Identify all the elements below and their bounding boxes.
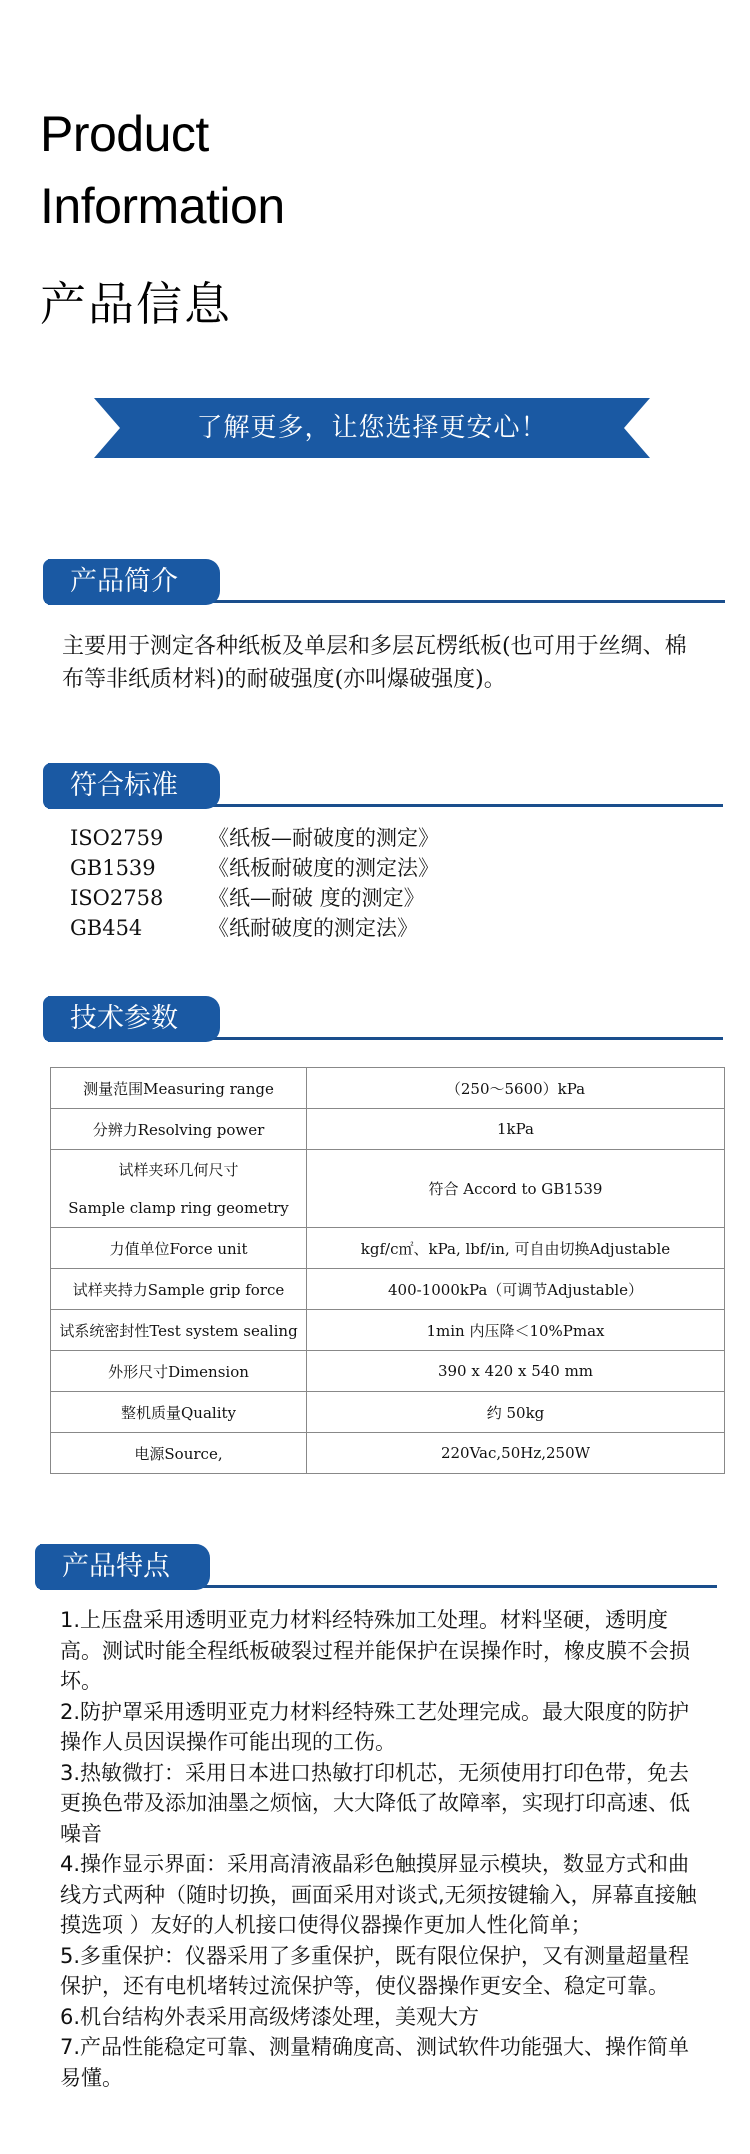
- param-key: 测量范围Measuring range: [51, 1068, 307, 1109]
- banner-text: 了解更多，让您选择更安心！: [196, 413, 548, 443]
- param-key: 外形尺寸Dimension: [51, 1351, 307, 1392]
- section-heading-features: 产品特点: [40, 1544, 210, 1590]
- page-title-line1: Product: [40, 106, 209, 162]
- param-key: 电源Source,: [51, 1433, 307, 1474]
- feature-item: 7.产品性能稳定可靠、测量精确度高、测试软件功能强大、操作简单易懂。: [60, 2035, 690, 2090]
- feature-item: 3.热敏微打：采用日本进口热敏打印机芯，无须使用打印色带，免去更换色带及添加油墨之烦恼，大大降低了故障率，实现打印高速、低噪音: [60, 1760, 690, 1846]
- section-heading-intro: 产品简介: [48, 559, 220, 605]
- table-row: [51, 1228, 725, 1269]
- param-value: 1kPa: [307, 1109, 725, 1150]
- section-heading-standards: 符合标准: [48, 763, 220, 809]
- feature-item: 2.防护罩采用透明亚克力材料经特殊工艺处理完成。最大限度的防护操作人员因误操作可能出现的工伤。: [60, 1699, 690, 1754]
- param-key-line: 试样夹环几何尺寸: [118, 1160, 239, 1179]
- standard-code: ISO2759: [70, 826, 164, 850]
- param-value: kgf/c㎡、kPa, lbf/in, 可自由切换Adjustable: [307, 1228, 725, 1269]
- page-title-cn: 产品信息: [40, 277, 232, 331]
- params-table: [50, 1067, 725, 1474]
- feature-item: 5.多重保护：仪器采用了多重保护，既有限位保护，又有测量超量程保护，还有电机堵转过流保护等，使仪器操作更安全、稳定可靠。: [60, 1943, 690, 1998]
- param-value: 400-1000kPa（可调节Adjustable）: [307, 1269, 725, 1310]
- standard-name: 《纸板—耐破度的测定》: [208, 826, 439, 850]
- param-key: 整机质量Quality: [51, 1392, 307, 1433]
- section-heading-params: 技术参数: [48, 996, 220, 1042]
- standard-code: GB1539: [70, 856, 156, 880]
- table-row: [51, 1310, 725, 1351]
- param-key-line: Sample clamp ring geometry: [68, 1198, 289, 1217]
- param-value: 符合 Accord to GB1539: [307, 1150, 725, 1228]
- table-row: [51, 1150, 725, 1228]
- param-value: 220Vac,50Hz,250W: [307, 1433, 725, 1474]
- param-key: 试系统密封性Test system sealing: [51, 1310, 307, 1351]
- standard-code: ISO2758: [70, 886, 164, 910]
- feature-item: 1.上压盘采用透明亚克力材料经特殊加工处理。材料坚硬，透明度高。测试时能全程纸板破裂过程并能保护在误操作时，橡皮膜不会损坏。: [60, 1608, 690, 1693]
- standard-name: 《纸—耐破 度的测定》: [208, 886, 425, 910]
- standard-name: 《纸耐破度的测定法》: [208, 916, 418, 940]
- table-row: [51, 1068, 725, 1109]
- table-row: [51, 1433, 725, 1474]
- table-row: [51, 1392, 725, 1433]
- param-key: [51, 1150, 307, 1228]
- page-title-line2: Information: [40, 178, 285, 234]
- features-list: [60, 1605, 700, 2093]
- standard-name: 《纸板耐破度的测定法》: [208, 856, 439, 880]
- table-row: [51, 1269, 725, 1310]
- param-value: （250～5600）kPa: [307, 1068, 725, 1109]
- param-value: 390 x 420 x 540 mm: [307, 1351, 725, 1392]
- feature-item: 6.机台结构外表采用高级烤漆处理，美观大方: [60, 2004, 480, 2029]
- param-key: 力值单位Force unit: [51, 1228, 307, 1269]
- table-row: [51, 1351, 725, 1392]
- standard-code: GB454: [70, 916, 143, 940]
- param-value: 约 50kg: [307, 1392, 725, 1433]
- param-key: 分辨力Resolving power: [51, 1109, 307, 1150]
- table-row: [51, 1109, 725, 1150]
- feature-item: 4.操作显示界面：采用高清液晶彩色触摸屏显示模块，数显方式和曲线方式两种（随时切换，画面采用对谈式,无须按键输入，屏幕直接触摸选项 ）友好的人机接口使得仪器操作更加人性化简单；: [60, 1852, 697, 1937]
- intro-text: 主要用于测定各种纸板及单层和多层瓦楞纸板(也可用于丝绸、棉布等非纸质材料)的耐破强度(亦叫爆破强度)。: [62, 634, 687, 692]
- param-key: 试样夹持力Sample grip force: [51, 1269, 307, 1310]
- param-value: 1min 内压降＜10%Pmax: [307, 1310, 725, 1351]
